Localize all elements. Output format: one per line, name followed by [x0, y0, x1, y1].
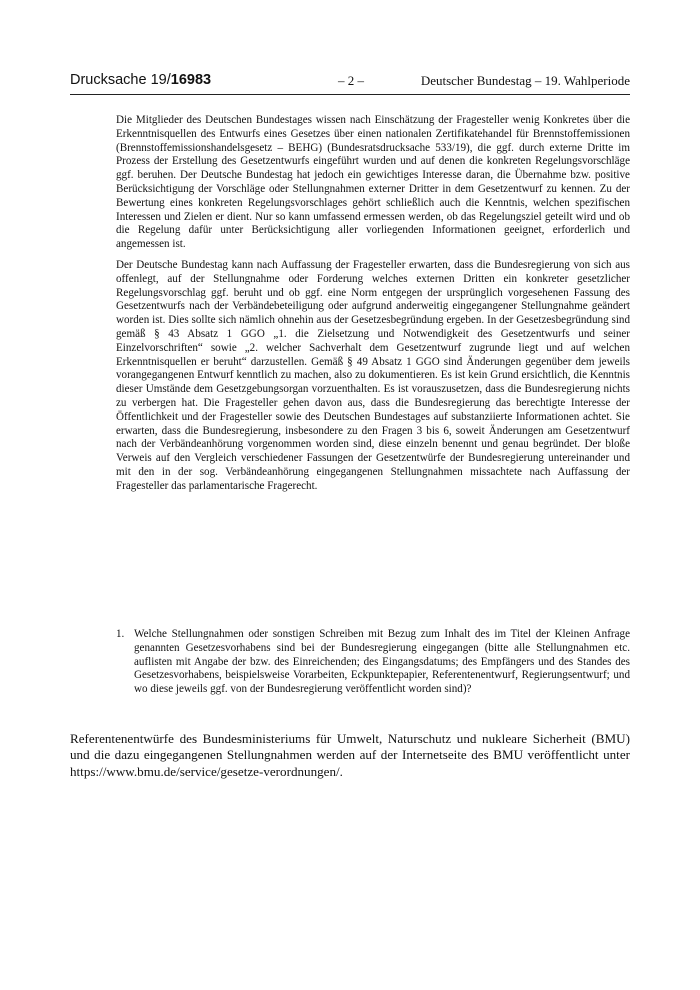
- publisher-label: Deutscher Bundestag – 19. Wahlperiode: [420, 73, 630, 88]
- question-text: Welche Stellungnahmen oder sonstigen Schreiben mit Bezug zum Inhalt des im Titel der Kleinen Anfrage genannten Gesetzesvorhabens sind bei der Bundesregierung eingegangen (bitte alle Stellungnahmen etc. auflisten mit Angabe der bzw. des Einreichenden; des Eingangsdatums; des Empfängers und des Standes des Gesetzesvorhabens, beispielsweise Vorarbeiten, Eckpunktepapier, Referentenentwurf, Regierungsentwurf; und wo diese jeweils ggf. von der Bundesregierung veröffentlicht worden sind)?: [134, 628, 630, 696]
- page-header: [70, 72, 630, 95]
- body-paragraph: Der Deutsche Bundestag kann nach Auffassung der Fragesteller erwarten, dass die Bundesregierung von sich aus offenlegt, auf der Stellungnahme oder Forderung welches externen Dritten ein konkreter gesetzlicher Regelungsvorschlag ggf. beruht und ob ggf. eine Norm entgegen der ursprünglich vorgesehenen Fassung des Gesetzentwurfs nach der Verbändebeteiligung oder aufgrund anderweitig eingegangener Stellungnahme geändert worden ist. Dies sollte sich nämlich ohnehin aus der Gesetzesbegründung ergeben. In der Gesetzesbegründung sind gemäß § 43 Absatz 1 GGO „1. die Zielsetzung und Notwendigkeit des Gesetzentwurfs und seiner Einzelvorschriften“ sowie „2. welcher Sachverhalt dem Gesetzentwurf zugrunde liegt und auf welchen Erkenntnisquellen er beruht“ darzustellen. Gemäß § 49 Absatz 1 GGO sind Änderungen gegenüber dem jeweils vorangegangenen Entwurf kenntlich zu machen, also zu dokumentieren. Es ist kein Grund ersichtlich, die Kenntnis dieser Umstände dem Gesetzgebungsorgan vorzuenthalten. Es ist vorauszusetzen, dass die Bundesregierung nichts zu verbergen hat. Die Fragesteller gehen davon aus, dass die Bundesregierung das berechtigte Interesse der Öffentlichkeit und der Fragesteller sowie des Deutschen Bundestages auf substanziierte Informationen achtet. Sie erwarten, dass die Bundesregierung, insbesondere zu den Fragen 3 bis 6, soweit Änderungen am Gesetzentwurf nach der Verbändeanhörung vorgenommen worden sind, diese einzeln benennt und genau begründet. Der bloße Verweis auf den Vergleich verschiedener Fassungen der Gesetzentwürfe der Bundesregierung untereinander und mit den in der sog. Verbändeanhörung eingegangenen Stellungnahmen missachtete nach Auffassung der Fragesteller das parlamentarische Fragerecht.: [116, 258, 630, 492]
- question-number: 1.: [116, 628, 125, 640]
- page-number: – 2 –: [338, 73, 364, 88]
- document-number: [70, 72, 211, 88]
- document-label: Drucksache 19/: [70, 72, 171, 88]
- question-1: [116, 628, 630, 697]
- body-paragraph: Die Mitglieder des Deutschen Bundestages wissen nach Einschätzung der Fragesteller wenig Konkretes über die Erkenntnisquellen des Entwurfs eines Gesetzes über einen nationalen Zertifikatehandel für Brennstoffemissionen (Brennstoffemissionshandelsgesetz – BEHG) (Bundesratsdrucksache 533/19), die ggf. durch externe Dritte im Prozess der Erstellung des Gesetzentwurfs eingeführt wurden und auf denen die konkreten Regelungsvorschläge ggf. beruhen. Der Deutsche Bundestag hat jedoch ein gewichtiges Interesse daran, die Übernahme bzw. positive Berücksichtigung der Vorschläge oder Stellungnahmen externer Dritter in dem Gesetzentwurf zu kennen. Zu der Bewertung eines konkreten Regelungsvorschlages gehört schließlich auch die Kenntnis, welchen spezifischen Interessen und Zielen er dient. Nur so kann umfassend ermessen werden, ob das Regelungsziel geteilt wird und ob die Regelung dafür unter Berücksichtigung aller vorliegenden Informationen geeignet, erforderlich und angemessen ist.: [116, 114, 630, 251]
- document-number-value: 16983: [170, 72, 212, 88]
- preamble-text: [116, 114, 630, 501]
- answer-1: Referentenentwürfe des Bundesministeriums für Umwelt, Naturschutz und nukleare Sicherheit (BMU) und die dazu eingegangenen Stellungnahmen werden auf der Internetseite des BMU veröffentlicht unter https://www.bmu.de/service/gesetze-verordnungen/.: [70, 731, 630, 779]
